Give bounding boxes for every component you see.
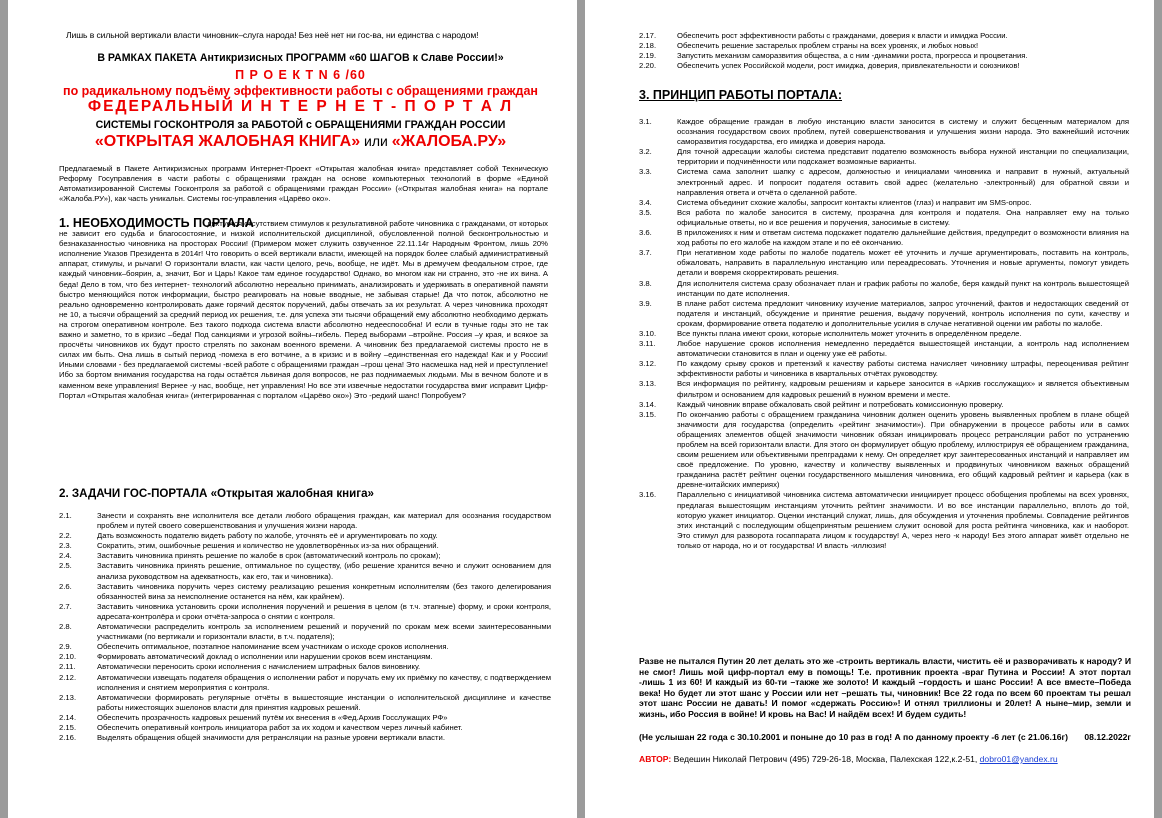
heading-federal-portal: ФЕДЕРАЛЬНЫЙ И Н Т Е Р Н Е Т - П О Р Т А Л	[87, 98, 514, 115]
task-item-number: 2.2.	[59, 531, 72, 541]
task-item-text: Сократить, этим, ошибочные решения и количество не удовлетворённых из-за них обращений.	[97, 541, 439, 551]
task-item-number: 2.16.	[59, 733, 77, 743]
principle-item-number: 3.5.	[639, 207, 652, 217]
principle-item-number: 3.4.	[639, 197, 652, 207]
principle-item	[639, 279, 1129, 299]
task-item-number: 2.3.	[59, 541, 72, 551]
principle-item-text: Каждый чиновник вправе обжаловать свой рейтинг и потребовать комиссионную проверку.	[677, 399, 1004, 409]
task-item	[59, 723, 551, 733]
principle-item	[639, 117, 1129, 147]
task-item	[59, 733, 551, 743]
author-label: АВТОР:	[639, 754, 672, 764]
task-item	[59, 622, 551, 642]
author-details: Ведешин Николай Петрович (495) 729-26-18, Москва, Палехская 122,к.2-51,	[671, 754, 980, 764]
task-item	[59, 531, 551, 541]
task-item	[59, 713, 551, 723]
heading-system: СИСТЕМЫ ГОСКОНТРОЛЯ за РАБОТОЙ с ОБРАЩЕНИЯМИ ГРАЖДАН РОССИИ	[95, 119, 506, 131]
heading-purpose: по радикальному подъёму эффективности работы с обращениями граждан	[63, 84, 538, 98]
task-item	[639, 51, 1129, 61]
principle-item-number: 3.6.	[639, 228, 652, 238]
task-item-number: 2.15.	[59, 722, 77, 732]
principle-item-text: Для точной адресации жалобы система представит подателю возможность выбора нужной инстанции по специализации, территории и подчинённости или подскажет возможные варианты.	[677, 147, 1129, 167]
principle-item	[639, 248, 1129, 278]
principle-item-text: Параллельно с инициативой чиновника система автоматически инициирует процесс обобщения проблемы на всех уровнях, предлагая вышестоящим инстанциям уточнить рейтинг значимости. И во все инстанции параллельно, вплоть до той, которую укажет инициатор. Оценки инстанций служат, лишь, для обсуждения и уточнения проблемы. Совпадение рейтингов этих инстанций с последующим общепринятым решением служит основой для роста рейтинга чиновника, как и наоборот. Это стимул для разворота госаппарата лицом к государству! А, через него -к народу! Без этого аппарат живёт отдельно не только от народа, но и от государства! И власть -иллюзия!	[677, 490, 1129, 550]
principle-item-number: 3.12.	[639, 359, 657, 369]
document-date: 08.12.2022г	[1084, 732, 1131, 742]
task-item-number: 2.7.	[59, 601, 72, 611]
principles-list	[639, 117, 1129, 551]
principle-item-text: Вся работа по жалобе заносится в систему, прозрачна для контроля и подателя. Она направляет ему на только официальные ответы, но и все решения и поручения, заносимые в систему.	[677, 207, 1129, 227]
task-item-text: Обеспечить рост эффективности работы с гражданами, доверия к власти и имиджа России.	[677, 31, 1008, 40]
section-1-body: диктуется отсутствием стимулов к результативной работе чиновника с гражданами, от которых не зависит его судьба и благосостояние, и низкой исполнительской дисциплиной, обусловленной полной бесконтрольностью и безнаказанностью чиновника на просторах России! (Примером может служить озвученное 22.11.14г Народным Фронтом, лишь 20% исполнение Указов Президента в 2014г! Что говорить о всей вертикали власти, имеющей на порядок более слабый административный аппарат, стимулы, и рычаги! О горизонтали власти, как части целого, речь, вообще, не идёт. Мы в дремучем феодальном строе, где каждый чиновник–боярин, а, значит, Бог и Царь! Какое там единое государство! Однако, во многом как ни странно, это -не их вина. А беда! Дело в том, что без интернет- технологий абсолютно нереально принимать, анализировать и удерживать в оперативной памяти быстро меняющийся поток информации, быстро реагировать на новые вводные, не забывая старые! Да что поток, абсолютно не реально одновременно контролировать даже горячий десяток поручений, дабы отвечать за их результат. А через чиновника проходят не 10, а тысячи обращений за средний период их решения, т.е. для успеха эти тысячи обращений ему абсолютно необходимо держать на строгом оперативном контроле. Без такого подхода система власти абсолютно недееспособна! И если в тучные годы это не так важно и заметно, то в кризис –беда! Под санкциями и угрозой войны–гибель. Перед выборами –втройне. Россия –у края, и всякое за просчёты чиновников их будут просто стрелять по законам военного времени. А чиновник без предлагаемой системы просто не в силах им быть. Она лишь в сытый период -помеха в его вотчине, а в кризис и в войну –единственная его надежда! Как и у России! Иными словами - без предлагаемой системы -всей работе с обращениями граждан –грош цена! Это насмешка над ней и преступление! Ибо за бортом внимания государства на годы остаётся львиная доля вопросов, не раз поднимаемых людьми. Мы в вечном болоте и в каменном веке управления! Вернее -у нас, вообще, нет управления! Но все эти извечные недостатки государства вмиг исправит Цифр-Портал «Открытая жалобная книга» (интегрированная с порталом «Царёво око») Это -редкий шанс! Попробуем?	[59, 219, 548, 400]
closing-paragraph: Разве не пытался Путин 20 лет делать это же -строить вертикаль власти, чистить её и разворачивать к народу? И не смог! Лишь мой цифр-портал ему в помощь! Т.е. противник проекта -враг Путина и России! А этот портал -лишь 1 из 60! И каждый из 60-ти –также же золото! И каждый –гордость и шанс России! А все вместе–Победа века! Но будет ли этот шанс у России или нет –решать ты, чиновник! Все 22 года по всем 60 проектам ты решал этот шанс России не давать! И помог «сдержать Россию»! И отнял триллионы и 20лет! А ныне–мир, земли и жизнь, ибо Россия в войне! И кровь на Вас! И найдём всех! И будем судить!	[639, 656, 1131, 719]
principle-item	[639, 410, 1129, 491]
principle-item	[639, 359, 1129, 379]
task-item-number: 2.14.	[59, 712, 77, 722]
principle-item-text: Система сама заполнит шапку с адресом, должностью и инициалами чиновника и направит в нужный, актуальный электронный адрес. И попросит подателя оставить свой адрес (желательно -электронный) для обратной связи и направления ответа и отчёта о сделанной работе.	[677, 167, 1129, 197]
task-item-number: 2.13.	[59, 692, 77, 702]
left-page	[8, 0, 577, 818]
principle-item-number: 3.10.	[639, 328, 657, 338]
task-item-number: 2.8.	[59, 622, 72, 632]
principle-item-number: 3.15.	[639, 409, 657, 419]
task-item-text: Заставить чиновника принять решение, оптимальное по существу, (ибо решение хранится вечно и служит основанием для анализа руководством на адекватность, как его, так и чиновника).	[97, 561, 551, 581]
task-item	[59, 652, 551, 662]
author-email-link[interactable]: dobro01@yandex.ru	[979, 754, 1058, 764]
task-item	[59, 551, 551, 561]
task-item-number: 2.12.	[59, 672, 77, 682]
task-item-number: 2.11.	[59, 662, 76, 672]
principle-item	[639, 208, 1129, 228]
principle-item-number: 3.14.	[639, 399, 657, 409]
principle-item-text: Каждое обращение граждан в любую инстанцию власти заносится в систему и служит бесценным материалом для осознания государством своих проблем, путей совершенствования и улучшения жизни народа. Это важнейший источник саморазвития государства, его имиджа и доверия народа.	[677, 117, 1129, 147]
task-item	[59, 511, 551, 531]
section-1-text	[59, 219, 548, 401]
principle-item	[639, 339, 1129, 359]
task-item-text: Заставить чиновника поручить через систему реализацию решения конкретным исполнителям (без такого делегирования обязанностей вина за неисполнение останется на нём, как крайнем).	[97, 581, 551, 601]
principle-item-number: 3.9.	[639, 298, 652, 308]
task-item-number: 2.9.	[59, 642, 72, 652]
task-item-text: Обеспечить прозрачность кадровых решений путём их внесения в «Фед.Архив Госслужащих РФ»	[97, 712, 448, 722]
principle-item-text: По окончанию работы с обращением гражданина чиновник должен оценить уровень выявленных проблем в плане общей значимости для государства (определить «рейтинг значимости»). При обнаружении в процессе работы или в самих обращениях элементов общей значимости чиновник обязан инициировать процесс ретрансляции работ по устранению проблем на всей горизонтали власти. Для этого он формулирует общую проблему, иллюстрируя её обращением гражданина, своим решением или объективными препградами к нему. Он определяет круг заинтересованных инстанций и направляет им своё предложение. По уровню, качеству и количеству выявленных и продвинутых чиновником важных обращений гражданина растёт рейтинг оценки государственного мышления чиновника, его общий кадровый рейтинг и карьера (как в древне-китайских империях)	[677, 409, 1129, 490]
portal-name-site: «ЖАЛОБА.РУ»	[391, 133, 507, 150]
task-item	[59, 673, 551, 693]
portal-name-or: или	[360, 133, 392, 149]
deadline-text: (Не услышан 22 года с 30.10.2001 и поныне до 10 раз в год! А по данному проекту -6 лет (с 21.06.16г)	[639, 732, 1068, 742]
task-item-number: 2.19.	[639, 51, 657, 61]
deadline-line	[639, 732, 1131, 742]
principle-item-text: Для исполнителя система сразу обозначает план и график работы по жалобе, беря каждый пункт на контроль вышестоящей инстанции по дате исполнения.	[677, 278, 1129, 298]
tasks-list-continued	[639, 31, 1129, 71]
principle-item-text: По каждому срыву сроков и претензий к качеству работы система начисляет чиновнику штрафы, переоценивая рейтинг эффективности работы и чиновника в квартальных отчётах руководству.	[677, 359, 1129, 379]
task-item-text: Обеспечить оперативный контроль инициатора работ за их ходом и качеством через личный кабинет.	[97, 722, 463, 732]
principle-item-number: 3.7.	[639, 248, 652, 258]
task-item	[639, 41, 1129, 51]
author-line	[639, 754, 1058, 764]
task-item-text: Автоматически формировать регулярные отчёты в вышестоящие инстанции о исполнительской дисциплине и качестве работы нижестоящих эшелонов власти для принятия кадровых решений.	[97, 692, 551, 712]
principle-item	[639, 329, 1129, 339]
task-item	[59, 561, 551, 581]
principle-item	[639, 198, 1129, 208]
task-item-text: Дать возможность подателю видеть работу по жалобе, уточнять её и аргументировать по ходу.	[97, 531, 438, 541]
principle-item-number: 3.1.	[639, 117, 652, 126]
principle-item	[639, 379, 1129, 399]
task-item-text: Формировать автоматический доклад о исполнении или нарушении сроков всем инстанциям.	[97, 652, 433, 662]
principle-item-text: В приложениях к ним и ответам система подскажет подателю дальнейшие действия, предупредит о возможности влияния на ход работы по его жалобе на каждом этапе и по её окончанию.	[677, 228, 1129, 248]
task-item-text: Выделять обращения общей значимости для ретрансляции на разные уровни вертикали власти.	[97, 733, 445, 743]
tasks-list	[59, 511, 551, 743]
task-item-number: 2.6.	[59, 581, 72, 591]
preamble-paragraph: Предлагаемый в Пакете Антикризисных программ Интернет-Проект «Открытая жалобная книга» представляет собой Техническую Реформу Госуправления в части работы с обращениями граждан на основе компьютерных технологий в форме «Единой Автоматизированной Системы Госконтроля за работой с обращениями граждан России» («Открытая жалобная книга» на портале «Жалоба.РУ»), как часть уникальн. Системы гос-управления «Царёво око».	[59, 164, 548, 204]
principle-item	[639, 299, 1129, 329]
right-page	[585, 0, 1154, 818]
task-item-number: 2.17.	[639, 31, 657, 40]
principle-item-number: 3.13.	[639, 379, 657, 389]
heading-portal-names	[48, 133, 553, 151]
section-2-title: 2. ЗАДАЧИ ГОС-ПОРТАЛА «Открытая жалобная книга»	[59, 487, 375, 500]
task-item-text: Автоматически извещать подателя обращения о исполнении работ и поручать ему их приёмку по качеству, с подтверждением исполнения и снятием мероприятия с контроля.	[97, 672, 551, 692]
intro-line: Лишь в сильной вертикали власти чиновник–слуга народа! Без неё нет ни гос-ва, ни единства с народом!	[66, 30, 479, 40]
principle-item-number: 3.8.	[639, 278, 652, 288]
task-item	[59, 602, 551, 622]
task-item-number: 2.1.	[59, 511, 72, 520]
principle-item	[639, 490, 1129, 551]
principle-item-text: Любое нарушение сроков исполнения немедленно передаётся вышестоящей инстанции, а контроль над исполнением автоматически становится в план и оценку уже её работы.	[677, 339, 1129, 359]
task-item-text: Занести и сохранять вне исполнителя все детали любого обращения граждан, как материал для осознания государством проблем и путей своего совершенствования и улучшения жизни народа.	[97, 511, 551, 531]
principle-item-number: 3.11.	[639, 339, 656, 349]
heading-package: В РАМКАХ ПАКЕТА Антикризисных ПРОГРАММ «60 ШАГОВ к Славе России!»	[97, 52, 504, 64]
task-item	[639, 61, 1129, 71]
section-1-title: 1. НЕОБХОДИМОСТЬ ПОРТАЛА	[59, 216, 254, 230]
task-item-text: Обеспечить успех Российской модели, рост имиджа, доверия, привлекательности и союзников!	[677, 61, 1020, 71]
task-item-number: 2.10.	[59, 652, 77, 662]
principle-item-number: 3.3.	[639, 167, 652, 177]
principle-item	[639, 228, 1129, 248]
task-item-text: Автоматически переносить сроки исполнения с начислением штрафных балов виновнику.	[97, 662, 421, 672]
task-item-number: 2.5.	[59, 561, 72, 571]
portal-name-book: «ОТКРЫТАЯ ЖАЛОБНАЯ КНИГА»	[94, 133, 361, 150]
principle-item	[639, 167, 1129, 197]
principle-item-number: 3.16.	[639, 490, 657, 500]
task-item-text: Заставить чиновника установить сроки исполнения поручений и решения в целом (в т.ч. этапные) форму, и сроки контроля, адресата-контролёра и сроки отчёта-запроса о снятии с контроля.	[97, 601, 551, 621]
task-item	[59, 541, 551, 551]
principle-item-text: Вся информация по рейтингу, кадровым решениям и карьере заносится в «Архив госслужащих» и является объективным фильтром и основанием для кадровых решений в нужном времени и месте.	[677, 379, 1129, 399]
task-item-text: Автоматически распределить контроль за исполнением решений и поручений по срокам меж всеми заинтересованными участниками (по вертикали и горизонтали власти, в т.ч. подателя);	[97, 622, 551, 642]
task-item	[59, 582, 551, 602]
principle-item-number: 3.2.	[639, 147, 652, 157]
principle-item	[639, 400, 1129, 410]
task-item-number: 2.18.	[639, 41, 657, 51]
task-item	[59, 662, 551, 672]
principle-item	[639, 147, 1129, 167]
task-item-text: Обеспечить оптимальное, поэтапное напоминание всем участникам о исходе сроков исполнения.	[97, 642, 449, 652]
section-3-title: 3. ПРИНЦИП РАБОТЫ ПОРТАЛА:	[639, 88, 842, 102]
principle-item-text: При негативном ходе работы по жалобе податель может её уточнить и лучше аргументировать, поставить на контроль, обжаловать, направить в параллельную инстанцию или переадресовать. Уточнения и новые аргументы, помогут увидеть детали и вовремя скорректировать решения.	[677, 248, 1129, 278]
task-item-number: 2.20.	[639, 61, 657, 71]
principle-item-text: Система объединит схожие жалобы, запросит контакты клиентов (глаз) и направит им SMS-опрос.	[677, 197, 1032, 207]
task-item-text: Обеспечить решение застарелых проблем страны на всех уровнях, и любых новых!	[677, 41, 979, 51]
task-item	[59, 642, 551, 652]
task-item	[59, 693, 551, 713]
principle-item-text: В плане работ система предложит чиновнику изучение материалов, запрос уточнений, фактов и недостающих сведений от подателя и инстанций, обсуждение и принятие решения, выдачу поручений, контроль исполнения по сути, качеству и срокам, формирование ответа подателю и дополнительные усилия в случае негативной оценки им работы по жалобе.	[677, 298, 1129, 328]
heading-project-number: П Р О Е К Т N 6 /60	[235, 68, 366, 82]
principle-item-text: Все пункты плана имеют сроки, которые исполнитель может уточнить в определённом пределе.	[677, 328, 1022, 338]
task-item-text: Заставить чиновника принять решение по жалобе в срок (автоматический контроль по срокам);	[97, 551, 441, 561]
task-item-number: 2.4.	[59, 551, 72, 561]
task-item-text: Запустить механизм саморазвития общества, а с ним -динамики роста, прогресса и процветания.	[677, 51, 1028, 61]
task-item	[639, 31, 1129, 41]
